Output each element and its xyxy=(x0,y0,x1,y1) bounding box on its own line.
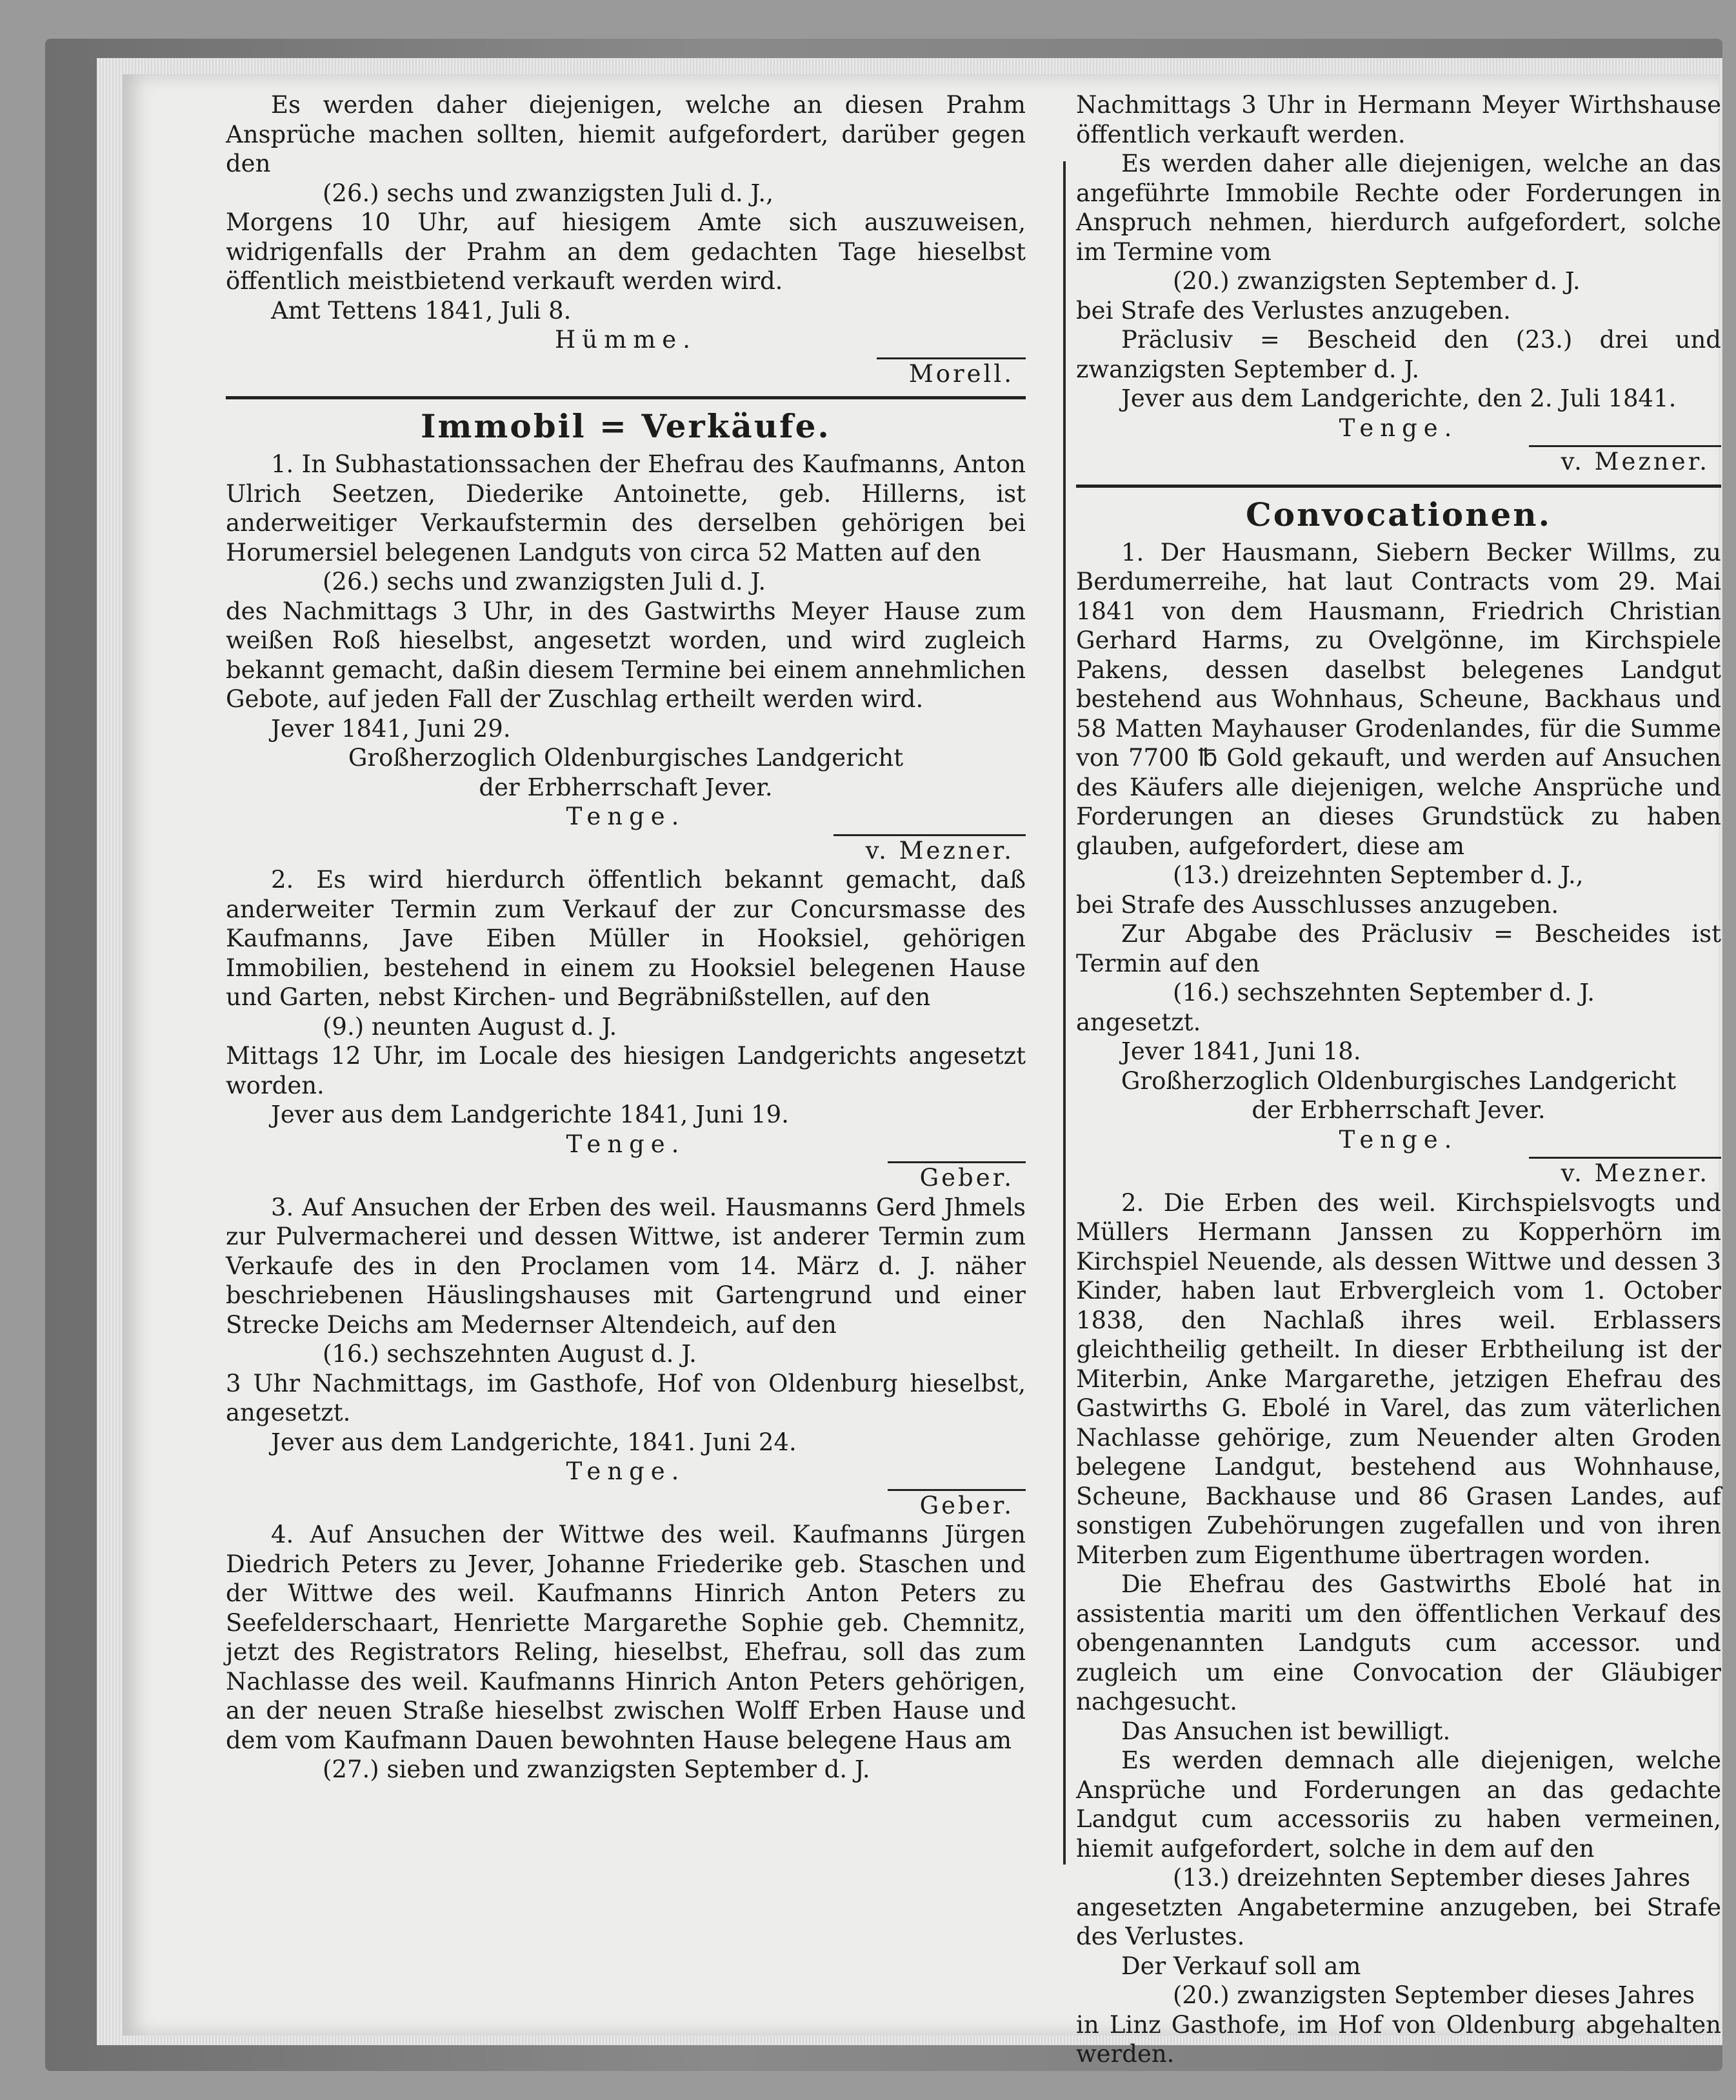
item-2-signature-1: Tenge. xyxy=(566,1130,686,1158)
item-1-place: Jever 1841, Juni 29. xyxy=(271,714,511,743)
item-2-signature-2-wrap xyxy=(226,1161,1026,1193)
conv-1-date: (13.) dreizehnten September d. J., xyxy=(1173,861,1584,889)
top-text-2: Es werden daher alle diejenigen, welche an das angeführte Immobile Rechte oder Forderungen in Anspruch nehmen, hierdurch aufgefordert, solche im Termine vom xyxy=(1076,150,1721,266)
item-3-text: 3. Auf Ansuchen der Erben des weil. Hausmanns Gerd Jhmels zur Pulvermacherei und dessen Wittwe, ist anderer Termin zum Verkaufe des in den Proclamen vom 14. März d. J. näher beschriebenen Häuslingshauses mit Gartengrund und einer Strecke Deichs am Medernser Altendeich, auf den xyxy=(226,1193,1026,1339)
top-signature-1: Tenge. xyxy=(1339,414,1459,442)
item-1-signature-2-wrap xyxy=(226,834,1026,866)
item-1-signature-1: Tenge. xyxy=(566,803,686,830)
conv-2-continuation-3: in Linz Gasthofe, im Hof von Oldenburg abgehalten werden. xyxy=(1076,2010,1721,2068)
item-4-date: (27.) sieben und zwanzigsten September d. J. xyxy=(323,1755,870,1783)
conv-2-text: 2. Die Erben des weil. Kirchspielsvogts und Müllers Hermann Janssen zu Kopperhörn im Kirchspiel Neuende, als dessen Wittwe und dessen 3 Kinder, haben laut Erbvergleich vom 1. October 1838, den Nachlaß ihres weil. Erblassers gleichtheilig getheilt. In dieser Erbtheilung ist der Miterbin, Anke Margarethe, jetzigen Ehefrau des Gastwirths G. Ebolé in Varel, das zum väterlichen Nachlasse gehörige, zum Neuender alten Groden belegene Landgut, bestehend aus Wohnhause, Scheune, Backhause und 86 Grasen Landes, auf sonstigen Zubehörungen zugefallen und von ihren Miterben zum Eigenthume übertragen worden. xyxy=(1076,1188,1721,1569)
conv-1-place: Jever 1841, Juni 18. xyxy=(1121,1037,1361,1065)
intro-date: (26.) sechs und zwanzigsten Juli d. J., xyxy=(323,179,773,207)
item-3-date: (16.) sechszehnten August d. J. xyxy=(323,1340,697,1368)
intro-signature-2-wrap xyxy=(226,357,1026,389)
top-place: Jever aus dem Landgerichte, den 2. Juli 1841. xyxy=(1121,385,1677,412)
conv-2-text-4: Es werden demnach alle diejenigen, welche Ansprüche und Forderungen an das gedachte Landgut cum accessoriis zu haben vermeinen, hiemit aufgefordert, solche in dem auf den xyxy=(1076,1746,1721,1863)
item-3-signature-2: Geber. xyxy=(888,1489,1026,1521)
item-3-continuation: 3 Uhr Nachmittags, im Gasthofe, Hof von Oldenburg hieselbst, angesetzt. xyxy=(226,1369,1026,1426)
top-text: Nachmittags 3 Uhr in Hermann Meyer Wirthshause öffentlich verkauft werden. xyxy=(1076,91,1721,148)
conv-1-court-1: Großherzoglich Oldenburgisches Landgericht xyxy=(1121,1066,1677,1095)
conv-1-continuation-3: angesetzt. xyxy=(1076,1008,1201,1036)
conv-1-date-2: (16.) sechszehnten September d. J. xyxy=(1173,979,1595,1006)
intro-place: Amt Tettens 1841, Juli 8. xyxy=(271,296,572,325)
item-3-signature-1: Tenge. xyxy=(566,1457,686,1485)
right-column xyxy=(1076,90,1721,2069)
item-1-continuation: des Nachmittags 3 Uhr, in des Gastwirths Meyer Hause zum weißen Roß hieselbst, angesetzt worden, und wird zugleich bekannt gemacht, daßin diesem Termine bei einem annehmlichen Gebote, auf jeden Fall der Zuschlag ertheilt werden wird. xyxy=(226,597,1026,713)
item-2-place: Jever aus dem Landgerichte 1841, Juni 19. xyxy=(271,1101,789,1128)
item-1-text: 1. In Subhastationssachen der Ehefrau des Kaufmanns, Anton Ulrich Seetzen, Diederike Antoinette, geb. Hillerns, ist anderweitiger Verkaufstermin des derselben gehörigen bei Horumersiel belegenen Landguts von circa 52 Matten auf den xyxy=(226,450,1026,566)
section-separator xyxy=(226,396,1026,399)
left-column xyxy=(226,90,1026,1785)
section-title-convocationen: Convocationen. xyxy=(1245,495,1552,534)
conv-1-court-2: der Erbherrschaft Jever. xyxy=(1252,1096,1546,1124)
item-2-date: (9.) neunten August d. J. xyxy=(323,1012,617,1041)
item-1-date: (26.) sechs und zwanzigsten Juli d. J. xyxy=(323,568,766,595)
conv-1-continuation: bei Strafe des Ausschlusses anzugeben. xyxy=(1076,890,1559,919)
column-rule xyxy=(1063,161,1066,1865)
conv-2-text-2: Die Ehefrau des Gastwirths Ebolé hat in assistentia mariti um den öffentlichen Verkauf des obengenannten Landguts cum accessor. und zugleich um eine Convocation der Gläubiger nachgesucht. xyxy=(1076,1570,1721,1715)
item-1-court-2: der Erbherrschaft Jever. xyxy=(479,773,773,801)
top-continuation: bei Strafe des Verlustes anzugeben. xyxy=(1076,296,1511,325)
top-date: (20.) zwanzigsten September d. J. xyxy=(1173,267,1581,295)
item-1-signature-2: v. Mezner. xyxy=(833,834,1026,866)
section-title-immobil: Immobil = Verkäufe. xyxy=(421,407,831,445)
intro-continuation: Morgens 10 Uhr, auf hiesigem Amte sich auszuweisen, widrigenfalls der Prahm an dem gedachten Tage hieselbst öffentlich meistbietend verkauft werden wird. xyxy=(226,208,1026,295)
intro-paragraph: Es werden daher diejenigen, welche an diesen Prahm Ansprüche machen sollten, hiemit aufgefordert, darüber gegen den xyxy=(226,91,1026,177)
section-separator-right xyxy=(1076,485,1721,488)
item-3-place: Jever aus dem Landgerichte, 1841. Juni 24. xyxy=(271,1428,797,1456)
item-2-signature-2: Geber. xyxy=(888,1161,1026,1193)
conv-1-signature-2: v. Mezner. xyxy=(1529,1157,1721,1188)
intro-signature-2: Morell. xyxy=(877,357,1026,389)
conv-2-text-3: Das Ansuchen ist bewilligt. xyxy=(1121,1717,1451,1745)
top-signature-2-wrap xyxy=(1076,445,1721,477)
top-continuation-2: Präclusiv = Bescheid den (23.) drei und zwanzigsten September d. J. xyxy=(1076,326,1721,383)
conv-2-date-2: (20.) zwanzigsten September dieses Jahres xyxy=(1173,1981,1695,2009)
top-signature-2: v. Mezner. xyxy=(1529,445,1721,477)
conv-2-continuation-2: Der Verkauf soll am xyxy=(1121,1952,1361,1980)
conv-1-signature-2-wrap xyxy=(1076,1157,1721,1188)
item-4-text: 4. Auf Ansuchen der Wittwe des weil. Kaufmanns Jürgen Diedrich Peters zu Jever, Johanne Friederike geb. Staschen und der Wittwe des weil. Kaufmanns Hinrich Anton Peters zu Seefelderschaart, Henriette Margarethe Sophie geb. Chemnitz, jetzt des Registrators Reling, hieselbst, Ehefrau, soll das zum Nachlasse des weil. Kaufmanns Hinrich Anton Peters gehörigen, an der neuen Straße hieselbst zwischen Wolff Erben Hause und dem vom Kaufmann Dauen bewohnten Hause belegene Haus am xyxy=(226,1521,1026,1754)
item-2-continuation: Mittags 12 Uhr, im Locale des hiesigen Landgerichts angesetzt worden. xyxy=(226,1042,1026,1099)
item-1-court-1: Großherzoglich Oldenburgisches Landgericht xyxy=(348,744,904,772)
conv-1-text: 1. Der Hausmann, Siebern Becker Willms, zu Berdumerreihe, hat laut Contracts vom 29. Mai 1841 von dem Hausmann, Friedrich Christian Gerhard Harms, zu Ovelgönne, im Kirchspiele Pakens, dessen daselbst belegenes Landgut bestehend aus Wohnhaus, Scheune, Backhaus und 58 Matten Mayhauser Grodenlandes, für die Summe von 7700 ℔ Gold gekauft, und werden auf Ansuchen des Käufers alle diejenigen, welche Ansprüche und Forderungen an dieses Grundstück zu haben glauben, aufgefordert, diese am xyxy=(1076,538,1721,860)
item-2-text: 2. Es wird hierdurch öffentlich bekannt gemacht, daß anderweiter Termin zum Verkauf der zur Concursmasse des Kaufmanns, Jave Eiben Müller in Hooksiel, gehörigen Immobilien, bestehend in einem zu Hooksiel belegenen Hause und Garten, nebst Kirchen- und Begräbnißstellen, auf den xyxy=(226,866,1026,1011)
conv-1-continuation-2: Zur Abgabe des Präclusiv = Bescheides ist Termin auf den xyxy=(1076,920,1721,977)
item-3-signature-2-wrap xyxy=(226,1489,1026,1521)
conv-2-continuation: angesetzten Angabetermine anzugeben, bei Strafe des Verlustes. xyxy=(1076,1893,1721,1950)
intro-signature-1: Hümme. xyxy=(555,326,697,354)
conv-2-date: (13.) dreizehnten September dieses Jahres xyxy=(1173,1864,1691,1892)
conv-1-signature-1: Tenge. xyxy=(1339,1125,1459,1154)
